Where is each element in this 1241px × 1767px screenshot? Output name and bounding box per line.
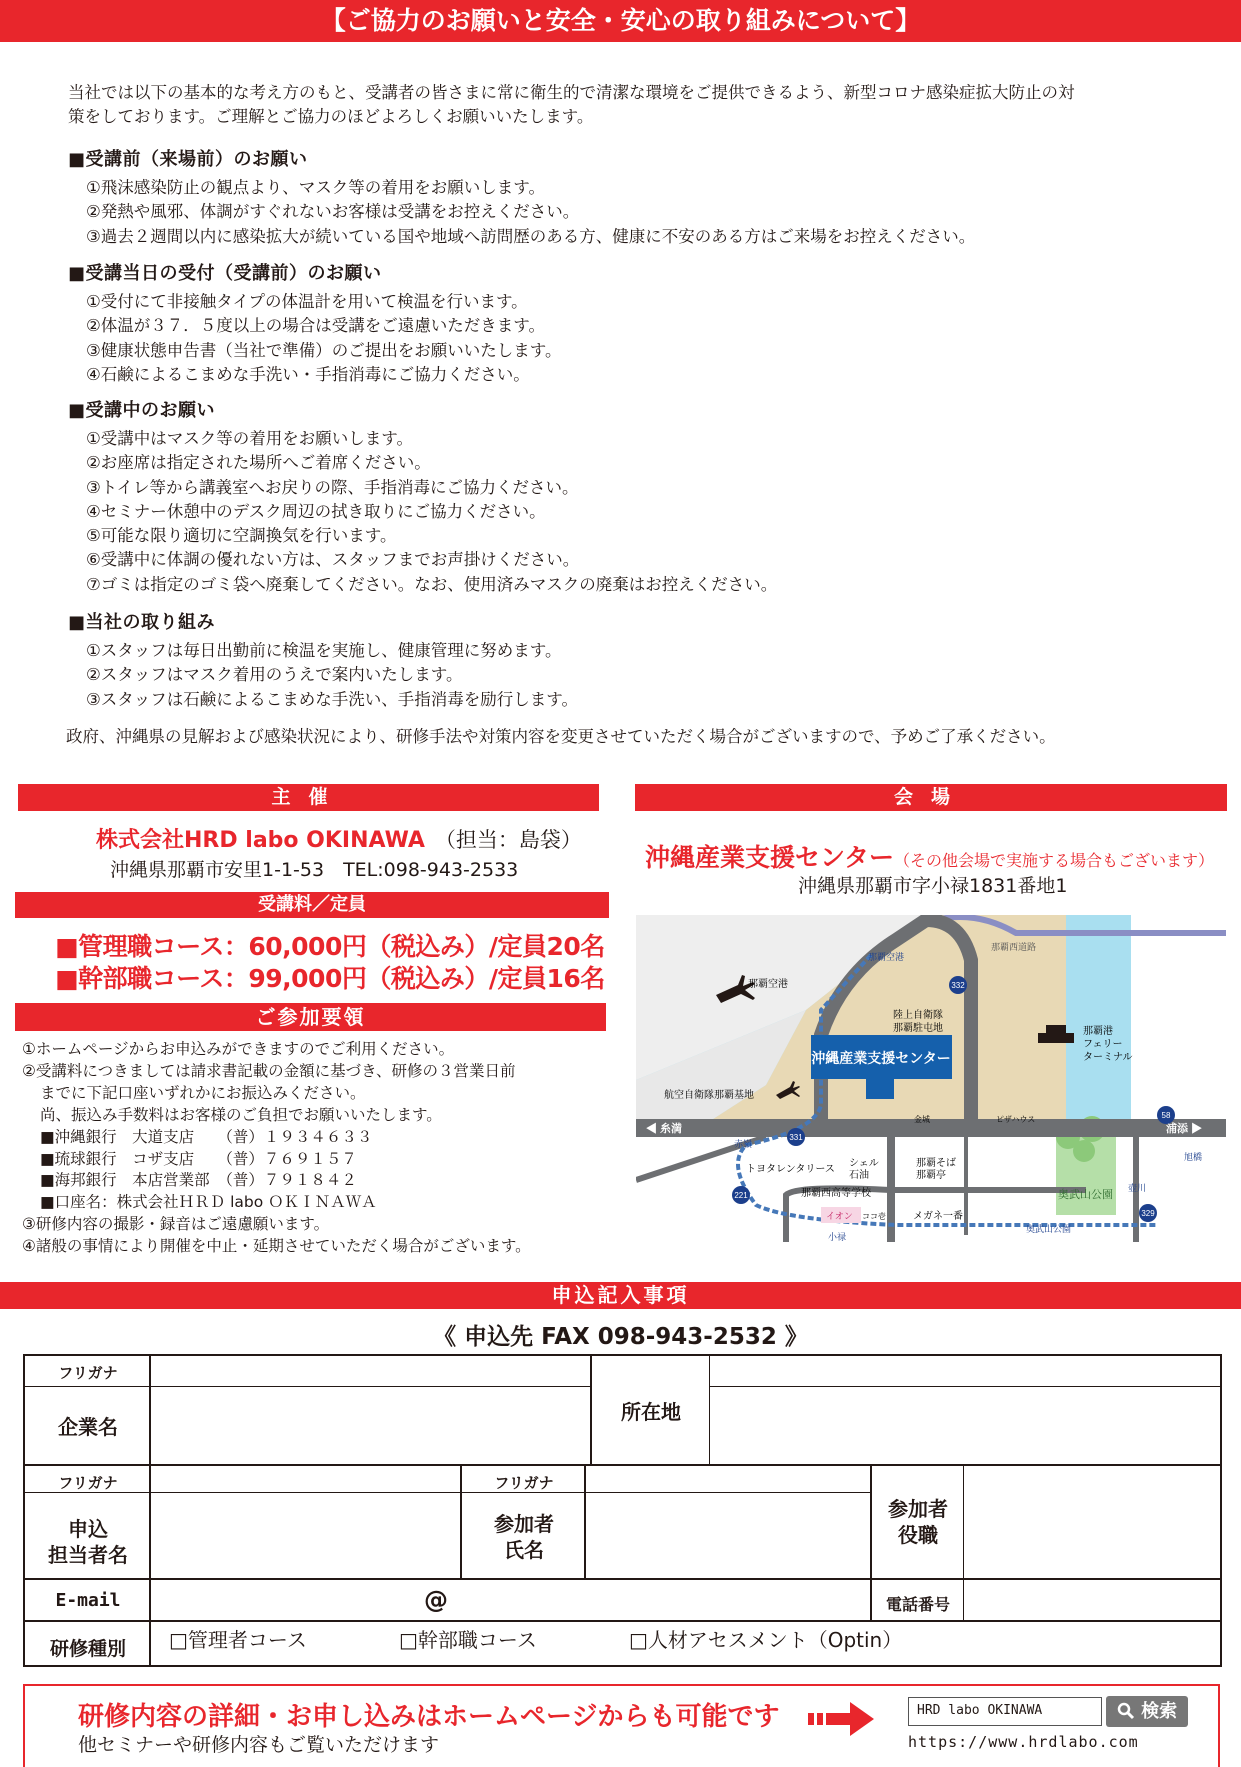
map-label-urasoe: 浦添 ▶ <box>1166 1123 1203 1135</box>
section-items <box>86 290 561 387</box>
list-item: ②受講料につきましては請求書記載の金額に基づき、研修の３営業日前 <box>22 1061 516 1080</box>
list-item: ①スタッフは毎日出勤前に検温を実施し、健康管理に努めます。 <box>86 641 562 660</box>
form-header: 申込記入事項 <box>0 1282 1241 1309</box>
furigana-label: フリガナ <box>494 1474 554 1492</box>
section-items <box>86 639 578 712</box>
map-label-jsdf-air: 航空自衛隊那覇基地 <box>664 1090 754 1101</box>
list-item: ②お座席は指定された場所へご着席ください。 <box>86 453 431 473</box>
list-item: ③過去２週間以内に感染拡大が続いている国や地域へ訪問歴のある方、健康に不安のある方はご来場をお控えください。 <box>86 226 976 246</box>
station-label: 小禄 <box>828 1232 847 1242</box>
map-label-ferry: フェリー <box>1083 1039 1123 1050</box>
section-title: ■受講中のお願い <box>68 400 216 421</box>
map-label-ferry: ターミナル <box>1083 1052 1133 1063</box>
requirements-list <box>22 1039 607 1258</box>
list-item: ③トイレ等から講義室へお戻りの際、手指消毒にご協力ください。 <box>86 477 579 497</box>
position-label: 参加者 役職 <box>888 1497 948 1547</box>
section-items <box>86 176 975 249</box>
map-label-school: 那覇西高等学校 <box>801 1188 871 1199</box>
station-label: 壺川 <box>1128 1183 1147 1193</box>
participant-input-cell[interactable] <box>586 1466 872 1580</box>
venue-name: 沖縄産業支援センター <box>645 843 895 872</box>
bank-account: ■琉球銀行 コザ支店 （普）７６９１５７ <box>40 1149 357 1168</box>
location-input-cell[interactable] <box>710 1356 1220 1466</box>
list-item: ①ホームページからお申込みができますのでご利用ください。 <box>22 1040 455 1058</box>
fee-line-executive: ■幹部職コース：99,000円（税込み）/定員16名 <box>55 964 605 993</box>
divider <box>25 1386 151 1387</box>
divider <box>710 1386 1220 1387</box>
list-item: 尚、振込み手数料はお客様のご負担でお願いいたします。 <box>40 1105 442 1124</box>
list-item: ②発熱や風邪、体調がすぐれないお客様は受講をお控えください。 <box>86 202 580 222</box>
map-label-airport: 那覇空港 <box>748 979 788 990</box>
participant-label: 参加者 氏名 <box>494 1512 554 1562</box>
list-item: ④諸般の事情により開催を中止・延期させていただく場合がございます。 <box>22 1237 531 1256</box>
list-item: ①受付にて非接触タイプの体温計を用いて検温を行います。 <box>86 292 528 311</box>
search-input[interactable]: HRD labo OKINAWA <box>908 1697 1102 1726</box>
section-title: ■受講前（来場前）のお願い <box>68 149 308 170</box>
map-label-shell: シェル <box>849 1158 879 1169</box>
intro-text <box>68 81 1178 129</box>
phone-input-cell[interactable] <box>964 1580 1220 1622</box>
bank-account-name: ■口座名：株式会社ＨＲＤ labo ＯＫＩＮＡＷＡ <box>40 1193 377 1212</box>
list-item: ①受講中はマスク等の着用をお願いします。 <box>86 429 413 448</box>
position-input-cell[interactable] <box>964 1466 1220 1580</box>
venue-header: 会場 <box>635 784 1227 811</box>
closing-note: 政府、沖縄県の見解および感染状況により、研修手法や対策内容を変更させていただく場合がございますので、予めご了承ください。 <box>66 727 1056 746</box>
requirements-header: ご参加要領 <box>15 1003 606 1031</box>
map-label-aeon: イオン <box>826 1211 853 1221</box>
search-icon <box>1117 1702 1135 1720</box>
course-checkbox-manager[interactable]: □管理者コース <box>169 1628 307 1652</box>
station-label: 旭橋 <box>1184 1152 1203 1162</box>
map-label-jsdf-ground: 陸上自衛隊 <box>893 1010 943 1021</box>
applicant-label: 申込 担当者名 <box>48 1517 128 1567</box>
applicant-input-cell[interactable] <box>151 1466 462 1580</box>
list-item: ②スタッフはマスク着用のうえで案内いたします。 <box>86 665 463 685</box>
company-label: 企業名 <box>58 1415 118 1439</box>
route-sign: 221 <box>734 1191 748 1200</box>
map-label-ferry: 那覇港 <box>1083 1026 1113 1037</box>
map-venue-label: 沖縄産業支援センター <box>811 1050 951 1066</box>
list-item: ④石鹸によるこまめな手洗い・手指消毒にご協力ください。 <box>86 364 530 384</box>
list-item: までに下記口座いずれかにお振込みください。 <box>40 1083 366 1102</box>
phone-label: 電話番号 <box>885 1595 950 1614</box>
station-label: 奥武山公園 <box>1026 1224 1072 1234</box>
route-sign: 332 <box>951 981 965 990</box>
section-title: ■受講当日の受付（受講前）のお願い <box>68 263 382 284</box>
map-label-itoman: ◀ 糸満 <box>646 1123 683 1135</box>
organizer-name-line <box>96 823 582 854</box>
map-label-expressway: 那覇西道路 <box>991 942 1037 952</box>
route-sign: 329 <box>1141 1209 1155 1218</box>
organizer-name: 株式会社HRD labo OKINAWA <box>96 828 425 853</box>
fee-header: 受講料／定員 <box>15 892 609 918</box>
map-label-soba: 那覇そば <box>916 1158 956 1169</box>
list-item: ①飛沫感染防止の観点より、マスク等の着用をお願いします。 <box>86 178 545 197</box>
map-label-coco: ココ壱 <box>862 1212 886 1221</box>
website-url[interactable]: https://www.hrdlabo.com <box>908 1733 1139 1751</box>
map-label-toyota: トヨタレンタリース <box>746 1164 835 1175</box>
furigana-label: フリガナ <box>58 1364 118 1382</box>
route-sign: 58 <box>1161 1111 1171 1120</box>
map-label-soba: 那覇亭 <box>916 1170 946 1181</box>
list-item: ③研修内容の撮影・録音はご遠慮願います。 <box>22 1215 330 1234</box>
email-label: E-mail <box>55 1590 121 1611</box>
section-title: ■当社の取り組み <box>68 612 216 633</box>
station-label: 那覇空港 <box>868 952 905 962</box>
page-title-bar <box>0 0 1241 42</box>
course-checkbox-assessment[interactable]: □人材アセスメント（Optin） <box>629 1628 903 1652</box>
map-label-pizza: ピザハウス <box>996 1115 1036 1124</box>
arrow-right-icon <box>808 1702 874 1736</box>
map-label-jsdf-ground: 那覇駐屯地 <box>893 1023 943 1034</box>
list-item: ③スタッフは石鹸によるこまめな手洗い、手指消毒を励行します。 <box>86 689 578 709</box>
access-map <box>636 915 1226 1242</box>
page-title: 【ご協力のお願いと安全・安心の取り組みについて】 <box>320 6 921 35</box>
map-label-shell: 石油 <box>849 1170 869 1181</box>
intro-line: 当社では以下の基本的な考え方のもと、受講者の皆さまに常に衛生的で清潔な環境をご提供できるよう、新型コロナ感染症拡大防止の対 <box>68 83 1075 102</box>
list-item: ⑦ゴミは指定のゴミ袋へ廃棄してください。なお、使用済みマスクの廃棄はお控えください。 <box>86 574 778 594</box>
list-item: ③健康状態申告書（当社で準備）のご提出をお願いいたします。 <box>86 340 562 360</box>
venue-name-line <box>645 838 1214 874</box>
station-label: 赤嶺 <box>734 1139 753 1149</box>
course-label: 研修種別 <box>49 1638 126 1660</box>
location-label: 所在地 <box>621 1400 681 1424</box>
venue-note: （その他会場で実施する場合もございます） <box>894 851 1215 870</box>
organizer-header: 主催 <box>18 784 599 811</box>
list-item: ②体温が３７．５度以上の場合は受講をご遠慮いただきます。 <box>86 316 545 336</box>
divider <box>151 1386 592 1387</box>
search-button[interactable] <box>1106 1696 1188 1727</box>
fee-line-manager: ■管理職コース：60,000円（税込み）/定員20名 <box>55 932 605 961</box>
company-input-cell[interactable] <box>151 1356 592 1466</box>
course-checkbox-executive[interactable]: □幹部職コース <box>399 1628 537 1652</box>
search-button-label: 検索 <box>1141 1701 1178 1722</box>
email-at-sign: @ <box>424 1586 448 1614</box>
list-item: ⑤可能な限り適切に空調換気を行います。 <box>86 526 397 546</box>
bank-account: ■海邦銀行 本店営業部 （普）７９１８４２ <box>40 1171 357 1190</box>
list-item: ④セミナー休憩中のデスク周辺の拭き取りにご協力ください。 <box>86 501 546 521</box>
intro-line: 策をしております。ご理解とご協力のほどよろしくお願いいたします。 <box>68 107 594 126</box>
website-banner-title: 研修内容の詳細・お申し込みはホームページからも可能です <box>78 1702 780 1732</box>
website-banner-subtitle: 他セミナーや研修内容もご覧いただけます <box>78 1734 440 1756</box>
fax-number: 《 申込先 FAX 098-943-2532 》 <box>433 1324 808 1350</box>
list-item: ⑥受講中に体調の優れない方は、スタッフまでお声掛けください。 <box>86 550 580 570</box>
route-sign: 331 <box>789 1133 803 1142</box>
bank-account: ■沖縄銀行 大道支店 （普）１９３４６３３ <box>40 1127 373 1146</box>
application-form <box>23 1354 1222 1667</box>
map-label-megane: メガネ一番 <box>913 1211 963 1222</box>
map-label-park: 奥武山公園 <box>1058 1189 1113 1201</box>
furigana-label: フリガナ <box>58 1474 118 1492</box>
section-items <box>86 427 777 597</box>
organizer-address: 沖縄県那覇市安里1-1-53 TEL:098-943-2533 <box>110 859 519 881</box>
venue-address: 沖縄県那覇市字小禄1831番地1 <box>798 875 1068 897</box>
organizer-contact-person: （担当：島袋） <box>434 828 582 852</box>
map-label-kinjo: 金城 <box>914 1115 930 1124</box>
